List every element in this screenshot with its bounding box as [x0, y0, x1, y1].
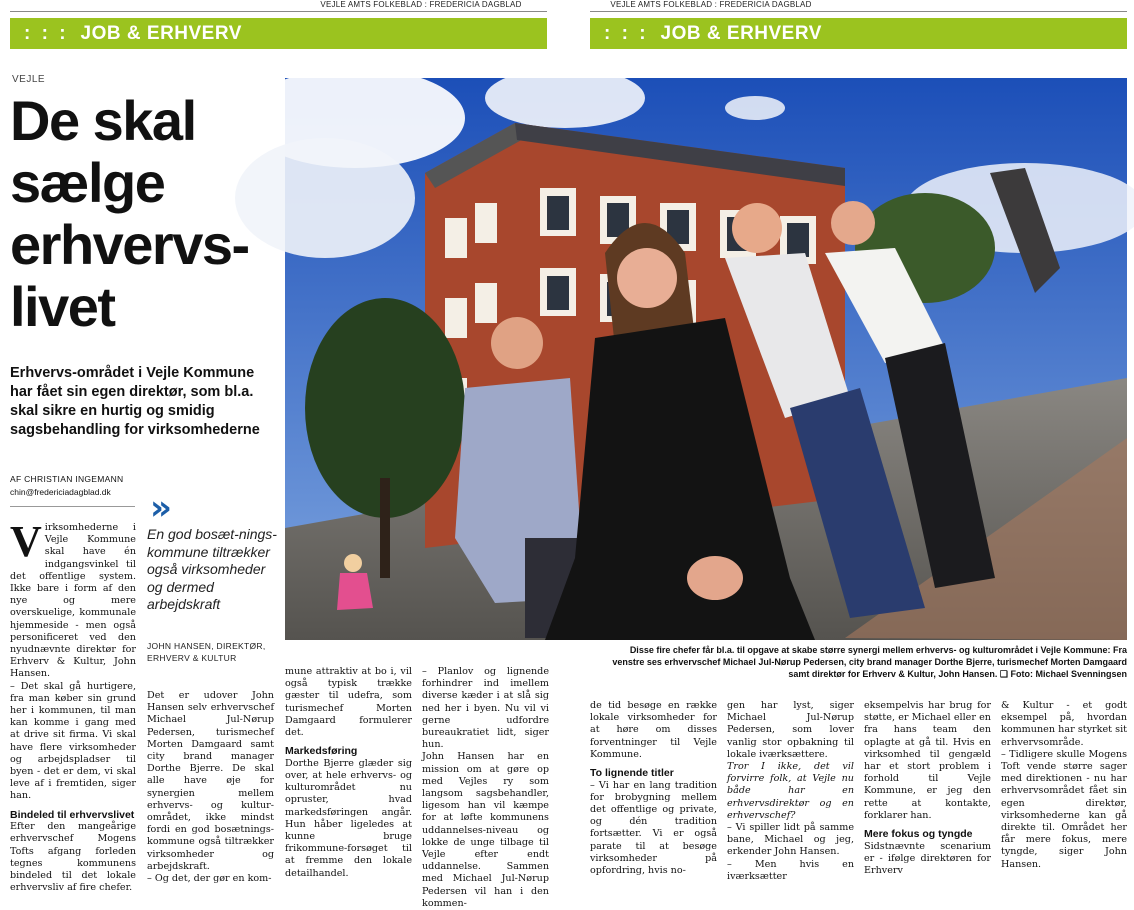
photo-illustration: [285, 78, 1127, 640]
paragraph: – Og det, der gør en kom-: [147, 873, 272, 885]
article-column-7: [864, 700, 991, 877]
paragraph: – Men hvis en iværksætter: [727, 858, 854, 882]
paragraph: – Planlov og lignende forhindrer ind imellem diverse kæder i at slå sig ned her i byen. Nu vil vi gerne udfordre bureaukratiet lidt, siger hun.: [422, 666, 549, 751]
paragraph: – Vi har en lang tradition for brobygning mellem det offentlige og private, og dén tradition fortsætter. Vi er også parate til at besøge virksomheder på opfordring, hvis no-: [590, 779, 717, 876]
running-header-left: VEJLE AMTS FOLKEBLAD : FREDERICIA DAGBLAD: [320, 0, 522, 9]
paragraph: Sidstnævnte scenarium er - ifølge direktøren for Erhverv: [864, 840, 991, 876]
article-column-2: [147, 690, 274, 885]
section-bar-left: [10, 18, 547, 49]
header-rule-right: [590, 11, 1127, 12]
byline-divider: [10, 506, 135, 507]
article-headline: De skal sælge erhvervs-livet: [10, 89, 249, 338]
dropcap: V: [10, 517, 42, 566]
paragraph: Tror I ikke, det vil forvirre folk, at Vejle nu både har en erhvervsdirektør og en erhvervschef?: [727, 761, 854, 821]
article-column-8: [1001, 700, 1127, 871]
article-lead: Erhvervs-området i Vejle Kommune har fået sin egen direktør, som bl.a. skal sikre en hurtig og smidig sagsbehandling for virksomhederne: [10, 365, 260, 438]
photo-caption: Disse fire chefer får bl.a. til opgave at skabe større synergi mellem erhvervs- og kulturområdet i Vejle Kommune: Fra venstre ses erhvervschef Michael Jul-Nørup Pedersen, city brand manager Dorthe Bjerre, turismechef Morten Damgaard samt direktør for Erhverv & Kultur, John Hansen. ❏ Foto: Michael Svenningsen: [612, 645, 1127, 679]
article-column-4: [422, 666, 549, 910]
article-column-1: [10, 517, 136, 894]
article-photo: [285, 78, 1127, 640]
author-email[interactable]: chin@fredericiadagblad.dk: [10, 487, 111, 497]
subheading: Markedsføring: [285, 745, 358, 758]
section-label-right: JOB & ERHVERV: [660, 23, 822, 44]
paragraph: – Tidligere skulle Mogens Toft vende større sager med direktionen - nu har erhvervsområdet fået sin egen direktør, virksomhederne kan gå direkte til. Området her får mere fokus, mere tyngde, siger John Hansen.: [1001, 748, 1127, 870]
paragraph: – Vi spiller lidt på samme bane, Michael og jeg, erkender John Hansen.: [727, 822, 854, 858]
section-dots-right: : : :: [604, 23, 649, 44]
paragraph: eksempelvis har brug for støtte, er Michael eller en fra hans team den oplagte at gå til. Hvis en virksomhed til gengæld har et stort problem i forhold til Vejle Kommune, er jeg den rette at kontakte, forklarer han.: [864, 700, 991, 821]
header-rule-left: [10, 11, 547, 12]
paragraph: gen har lyst, siger Michael Jul-Nørup Pedersen, som lover vanlig stor opbakning til lokale iværksættere.: [727, 700, 854, 760]
article-column-6: [727, 700, 854, 883]
subheading: Mere fokus og tyngde: [864, 828, 973, 841]
paragraph: mune attraktiv at bo i, vil også typisk trække gæster til udefra, som turismechef Morten Damgaard formulerer det.: [285, 666, 412, 739]
paragraph: [10, 517, 136, 681]
section-bar-right: [590, 18, 1127, 49]
paragraph: Efter den mangeårige erhvervschef Mogens Tofts afgang forleden tegnes kommunens bindeled til det lokale erhvervsliv af fire chefer.: [10, 821, 136, 894]
article-kicker: VEJLE: [12, 74, 46, 85]
subheading: Bindeled til erhvervslivet: [10, 808, 135, 821]
running-header-right: VEJLE AMTS FOLKEBLAD : FREDERICIA DAGBLAD: [610, 0, 812, 9]
article-column-3: [285, 666, 412, 880]
byline: AF CHRISTIAN INGEMANN: [10, 474, 124, 484]
paragraph: Dorthe Bjerre glæder sig over, at hele erhvervs- og kulturområdet nu opruster, hvad markedsføringen angår. Hun håber ligeledes at kunne bruge frikommune-forsøget til at fremme den lokale detailhandel.: [285, 757, 412, 879]
paragraph: – Det skal gå hurtigere, fra man køber sin grund her i kommunen, til man kan komme i gang med at drive sit firma. Vi skal have flere virksomheder og arbejdspladser til byen - det er dem, vi skal leve af i fremtiden, siger han.: [10, 680, 136, 802]
quote-marks-icon: »: [150, 488, 166, 528]
paragraph-text: irksomhederne i Vejle Kommune skal have én indgangsvinkel til det offentlige system. Ikke bare i form af den nye og mere overskuelige, kommunale hjemmeside - men også personificeret ved den nyudnævnte direktør for Erhverv & Kultur, John Hansen.: [10, 522, 136, 680]
section-label: JOB & ERHVERV: [80, 23, 242, 44]
paragraph: & Kultur - et godt eksempel på, hvordan kommunen har styrket sit erhvervsområde.: [1001, 700, 1127, 748]
pullquote: En god bosæt-nings-kommune tiltrækker også virksomheder og dermed arbejdskraft: [147, 526, 277, 612]
pullquote-attribution: JOHN HANSEN, DIREKTØR, ERHVERV & KULTUR: [147, 641, 266, 663]
paragraph: Det er udover John Hansen selv erhvervschef Michael Jul-Nørup Pedersen, turismechef Morten Damgaard samt city brand manager Dorthe Bjerre. De skal alle have øje for synergien mellem erhvervs- og kultur-området, ikke mindst fordi en god bosætnings-kommune også tiltrækker virksomheder og arbejdskraft.: [147, 690, 274, 872]
subheading: To lignende titler: [590, 767, 674, 780]
paragraph: John Hansen har en mission om at gøre op med Vejles ry som langsom sagsbehandler, ligesom han vil kæmpe for at løfte kommunens uddannelses-niveau og lokke de unge tilbage til Vejle efter endt uddannelse. Sammen med Michael Jul-Nørup Pedersen vil han i den kommen-: [422, 751, 549, 909]
paragraph: de tid besøge en række lokale virksomheder for at høre om disses forventninger til Vejle Kommune.: [590, 700, 717, 760]
section-dots: : : :: [24, 23, 69, 44]
article-column-5: [590, 700, 717, 877]
